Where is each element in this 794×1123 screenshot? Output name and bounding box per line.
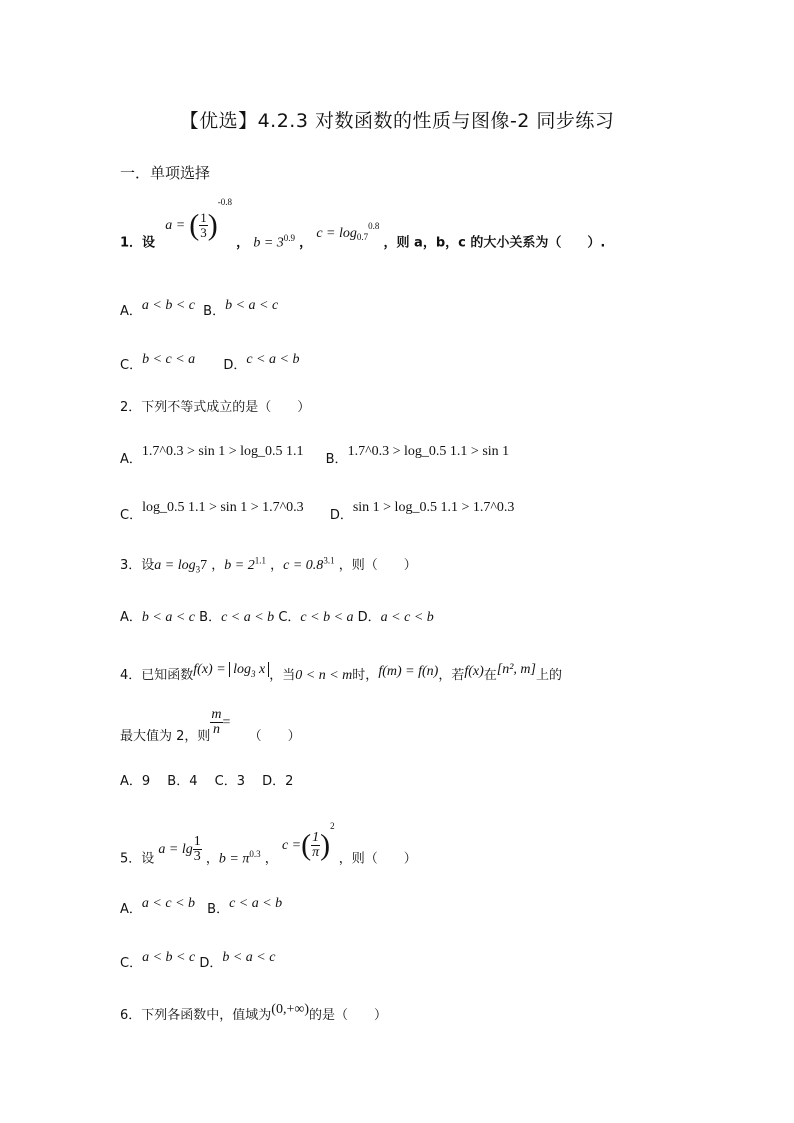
question-5-options-cd: C．a < b < c D．b < a < c (120, 950, 276, 971)
section-heading: 一．单项选择 (120, 164, 211, 182)
page-title: 【优选】4.2.3 对数函数的性质与图像-2 同步练习 (179, 110, 615, 132)
question-4-stem: 4．已知函数$f(x) = \log_3 x$ ，当0 < n < m时，f(m) = f(n)，若f(x)在[n², m]上的 (120, 662, 563, 683)
question-4-stem-line2: 最大值为 2，则 $\frac{m}{n}$ = （ ） (120, 707, 301, 744)
question-2-stem: 2．下列不等式成立的是（ ） (120, 400, 311, 415)
question-5-stem: 5．设 a = lg $\frac{1}{3}$ ，$b = \pi^{0.3}$ ， c =( $\frac{1}{\pi}$ )$^2$ ，则（ ） (120, 821, 417, 867)
question-1-options-cd: C．b < c < a D．c < a < b (120, 352, 300, 373)
fraction: $\frac{1}{3}$ (200, 209, 207, 240)
question-5-options-ab: A．a < c < b B．c < a < b (120, 896, 283, 917)
question-3-stem: 3．设$a = \log_37$ ，$b = 2^{1.1}$ ，$c = 0.8^{3.1}$ ，则（ ） (120, 555, 417, 575)
question-4-options: A．9 B．4 C．3 D．2 (120, 774, 294, 789)
question-2-options-cd: C．log_0.5 1.1 > sin 1 > 1.7^0.3 D．sin 1 > log_0.5 1.1 > 1.7^0.3 (120, 500, 515, 523)
question-1-options-ab: A．a < b < c B．b < a < c (120, 298, 279, 319)
question-6-stem: 6．下列各函数中，值域为(0,+∞)的是（ ） (120, 1002, 387, 1023)
question-3-options: A．b < a < c B．c < a < b C．c < b < a D．a < c < b (120, 610, 434, 625)
question-1-stem: 1．设 a = ( $\frac{1}{3}$ )$^{-0.8}$ ， $b = 3^{0.9}$ ， $c = \log_{0.7}^{0.8}$ ，则 a，b，c 的大小关系为（ ）. (120, 197, 606, 251)
question-2-options-ab: A．1.7^0.3 > sin 1 > log_0.5 1.1 B．1.7^0.3 > log_0.5 1.1 > sin 1 (120, 444, 510, 467)
